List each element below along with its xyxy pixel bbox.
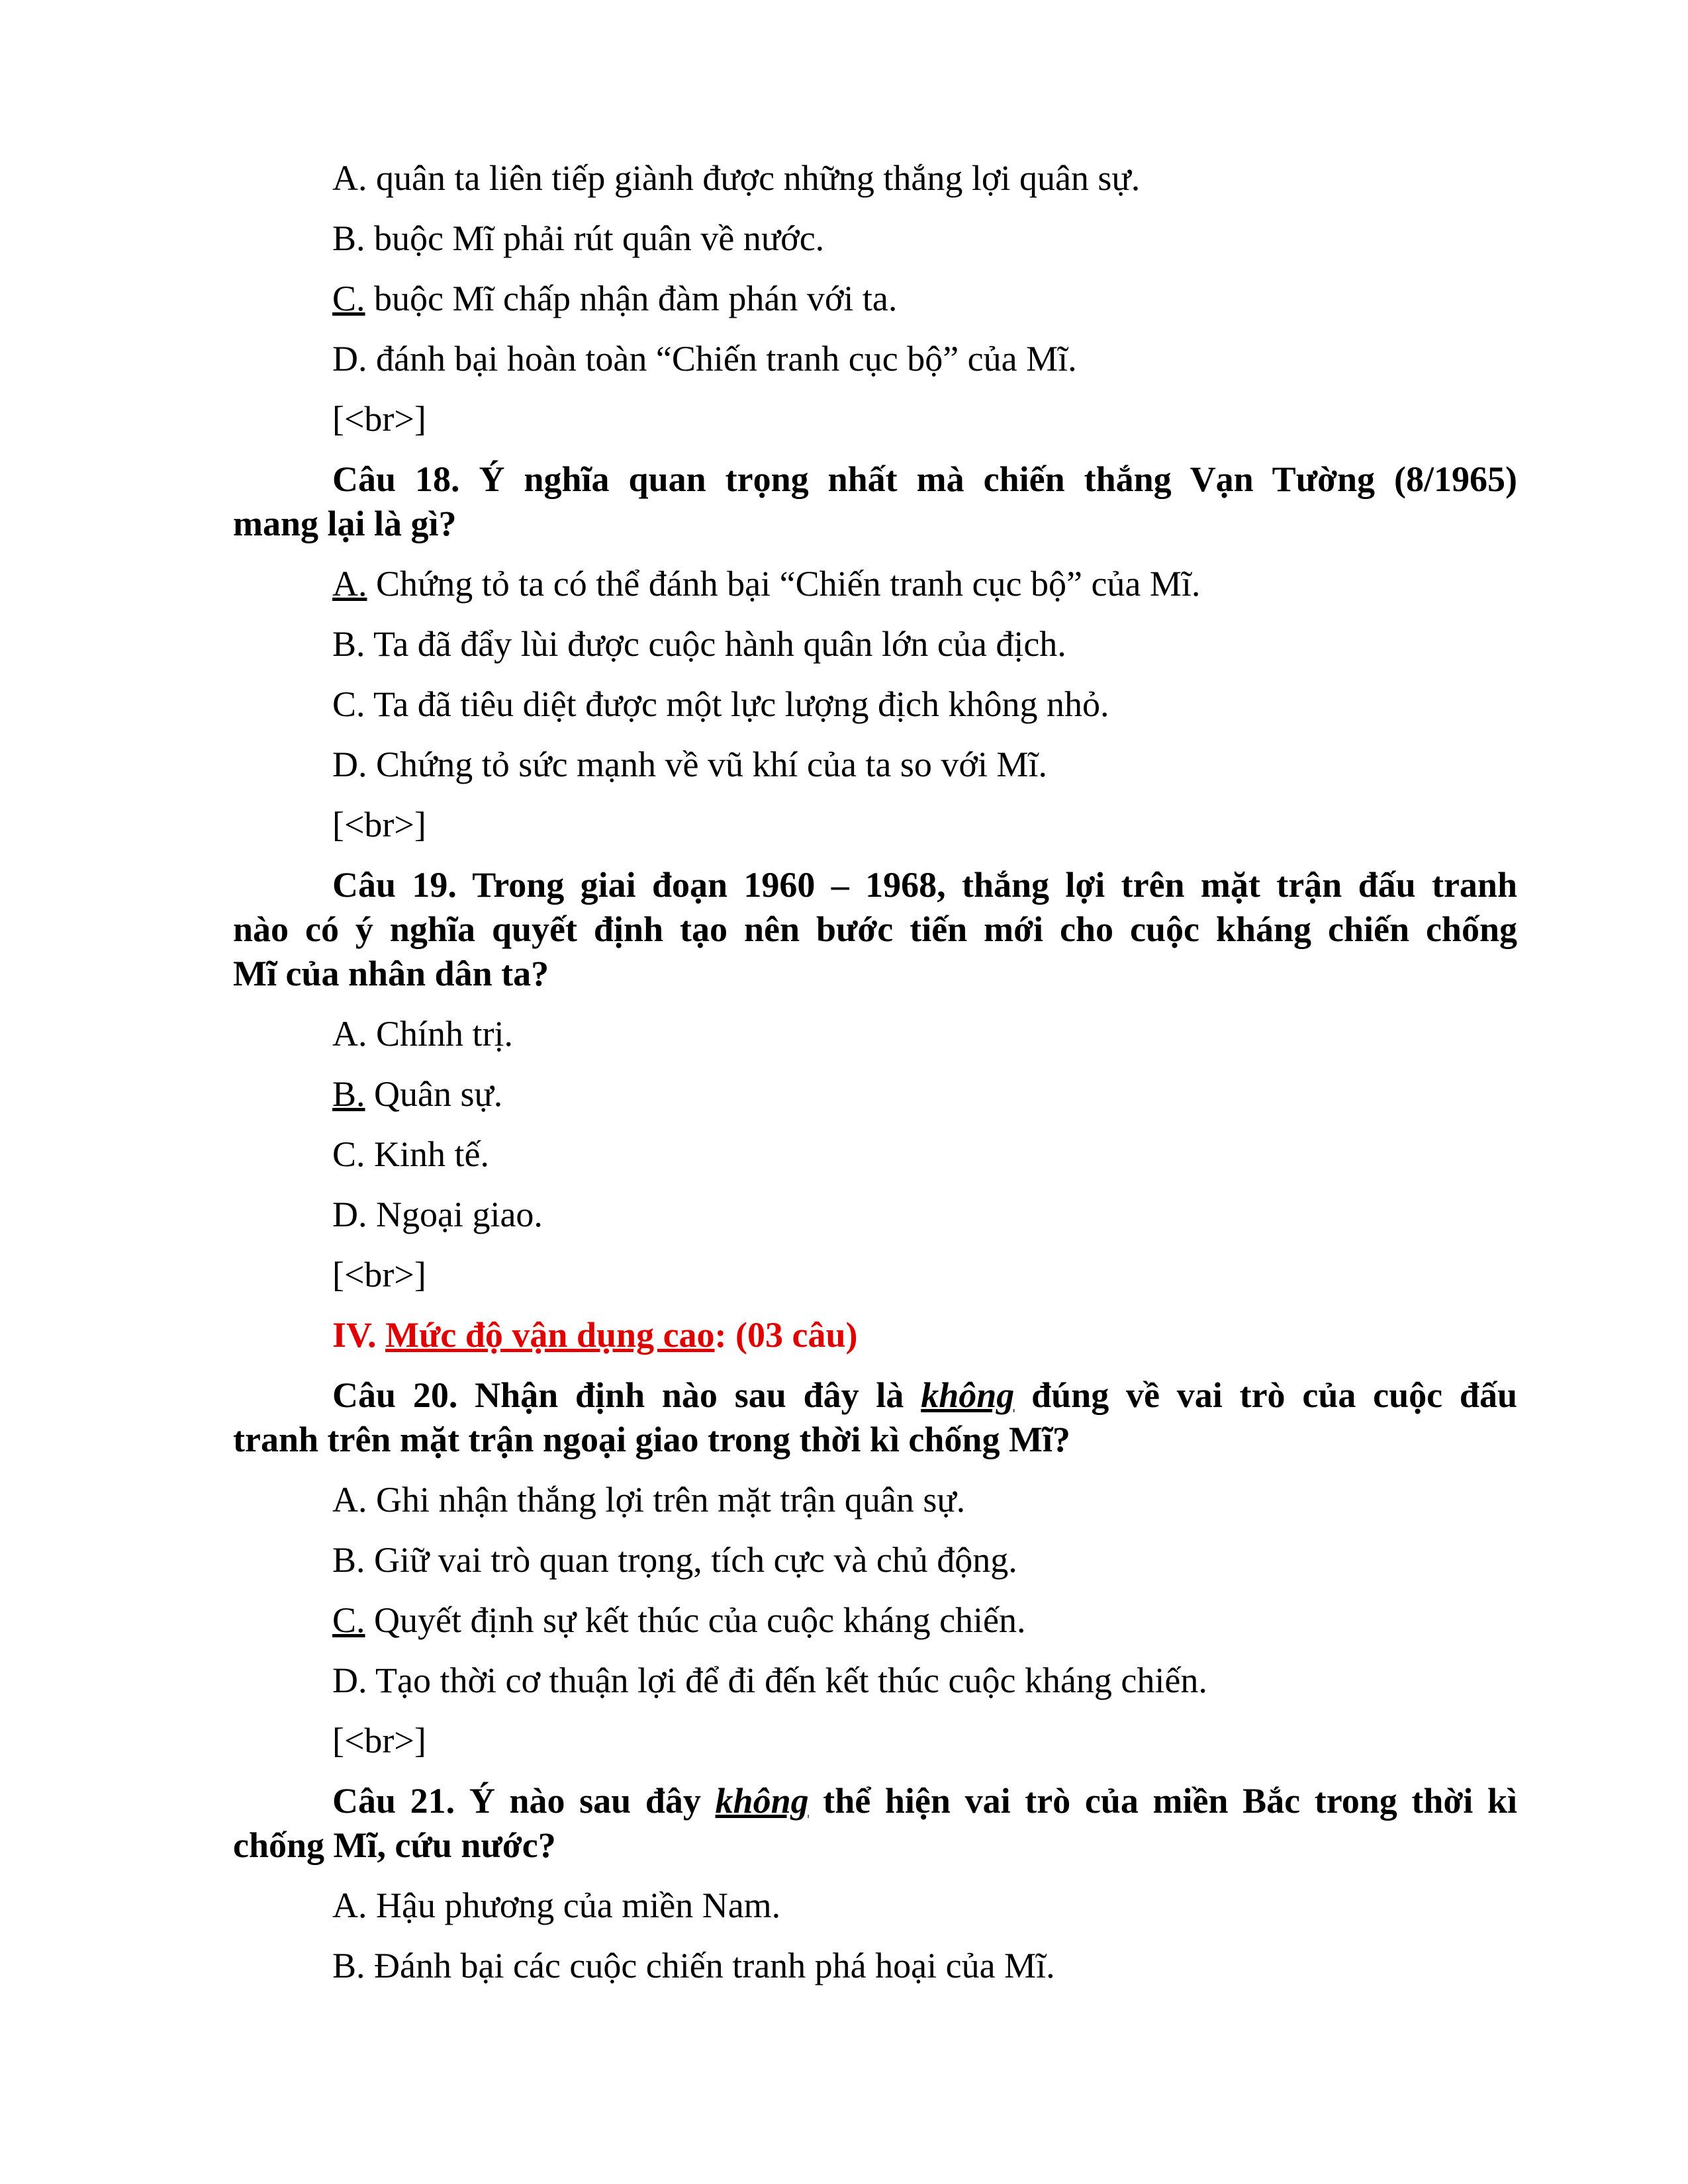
q21-option-a: A. Hậu phương của miền Nam. (332, 1886, 781, 1925)
emphasis-keyword: không (921, 1375, 1015, 1415)
option-text: Quân sự. (365, 1074, 503, 1114)
q21-stem-line1: Câu 21. Ý nào sau đây không thể hiện vai trò của miền Bắc trong thời kì (332, 1781, 1517, 1821)
document-page (233, 0, 1517, 2184)
q18-stem-line1: Câu 18. Ý nghĩa quan trọng nhất mà chiến thắng Vạn Tường (8/1965) (332, 459, 1517, 499)
q20-option-c (233, 1598, 1517, 1642)
q18-option-d: D. Chứng tỏ sức mạnh về vũ khí của ta so với Mĩ. (332, 745, 1047, 784)
answer-letter: B. (332, 1074, 365, 1114)
q17-option-c (233, 277, 1517, 320)
q20-option-a: A. Ghi nhận thắng lợi trên mặt trận quân sự. (332, 1480, 966, 1520)
q18-stem-line2: mang lại là gì? (233, 504, 457, 543)
q20-stem-line2: tranh trên mặt trận ngoại giao trong thời kì chống Mĩ? (233, 1420, 1070, 1459)
q18-option-a (233, 562, 1517, 606)
q19-option-a: A. Chính trị. (332, 1014, 514, 1054)
option-text: buộc Mĩ chấp nhận đàm phán với ta. (365, 279, 898, 318)
q20-stem-line1: Câu 20. Nhận định nào sau đây là không đúng về vai trò của cuộc đấu (332, 1375, 1517, 1415)
q19-stem-line1: Câu 19. Trong giai đoạn 1960 – 1968, thắng lợi trên mặt trận đấu tranh (332, 865, 1517, 905)
section-heading (233, 1313, 1517, 1357)
section-title: Mức độ vận dụng cao (385, 1315, 715, 1355)
q19-stem-line3: Mĩ của nhân dân ta? (233, 954, 549, 993)
section-count: : (03 câu) (714, 1315, 858, 1355)
q19-stem-line2: nào có ý nghĩa quyết định tạo nên bước tiến mới cho cuộc kháng chiến chống (233, 909, 1517, 949)
answer-letter: A. (332, 564, 367, 604)
q20-option-d: D. Tạo thời cơ thuận lợi để đi đến kết thúc cuộc kháng chiến. (332, 1661, 1207, 1700)
q18-option-c: C. Ta đã tiêu diệt được một lực lượng địch không nhỏ. (332, 684, 1109, 724)
q20-option-b: B. Giữ vai trò quan trọng, tích cực và chủ động. (332, 1540, 1017, 1580)
q17-option-a: A. quân ta liên tiếp giành được những thắng lợi quân sự. (332, 158, 1141, 198)
br-marker: [<br>] (332, 399, 426, 439)
q19-option-c: C. Kinh tế. (332, 1134, 489, 1174)
q18-option-b: B. Ta đã đẩy lùi được cuộc hành quân lớn của địch. (332, 624, 1066, 664)
q19-option-d: D. Ngoại giao. (332, 1195, 543, 1234)
section-number: IV. (332, 1315, 386, 1355)
q17-option-d: D. đánh bại hoàn toàn “Chiến tranh cục bộ” của Mĩ. (332, 339, 1077, 379)
answer-letter: C. (332, 1600, 365, 1640)
br-marker: [<br>] (332, 805, 426, 844)
q19-option-b (233, 1072, 1517, 1116)
br-marker: [<br>] (332, 1255, 426, 1295)
q21-stem-line2: chống Mĩ, cứu nước? (233, 1825, 556, 1865)
q17-option-b: B. buộc Mĩ phải rút quân về nước. (332, 218, 825, 258)
q21-option-b: B. Đánh bại các cuộc chiến tranh phá hoại của Mĩ. (332, 1946, 1055, 1985)
option-text: Chứng tỏ ta có thể đánh bại “Chiến tranh cục bộ” của Mĩ. (367, 564, 1201, 604)
answer-letter: C. (332, 279, 365, 318)
option-text: Quyết định sự kết thúc của cuộc kháng chiến. (365, 1600, 1026, 1640)
br-marker: [<br>] (332, 1721, 426, 1760)
emphasis-keyword: không (715, 1781, 809, 1821)
